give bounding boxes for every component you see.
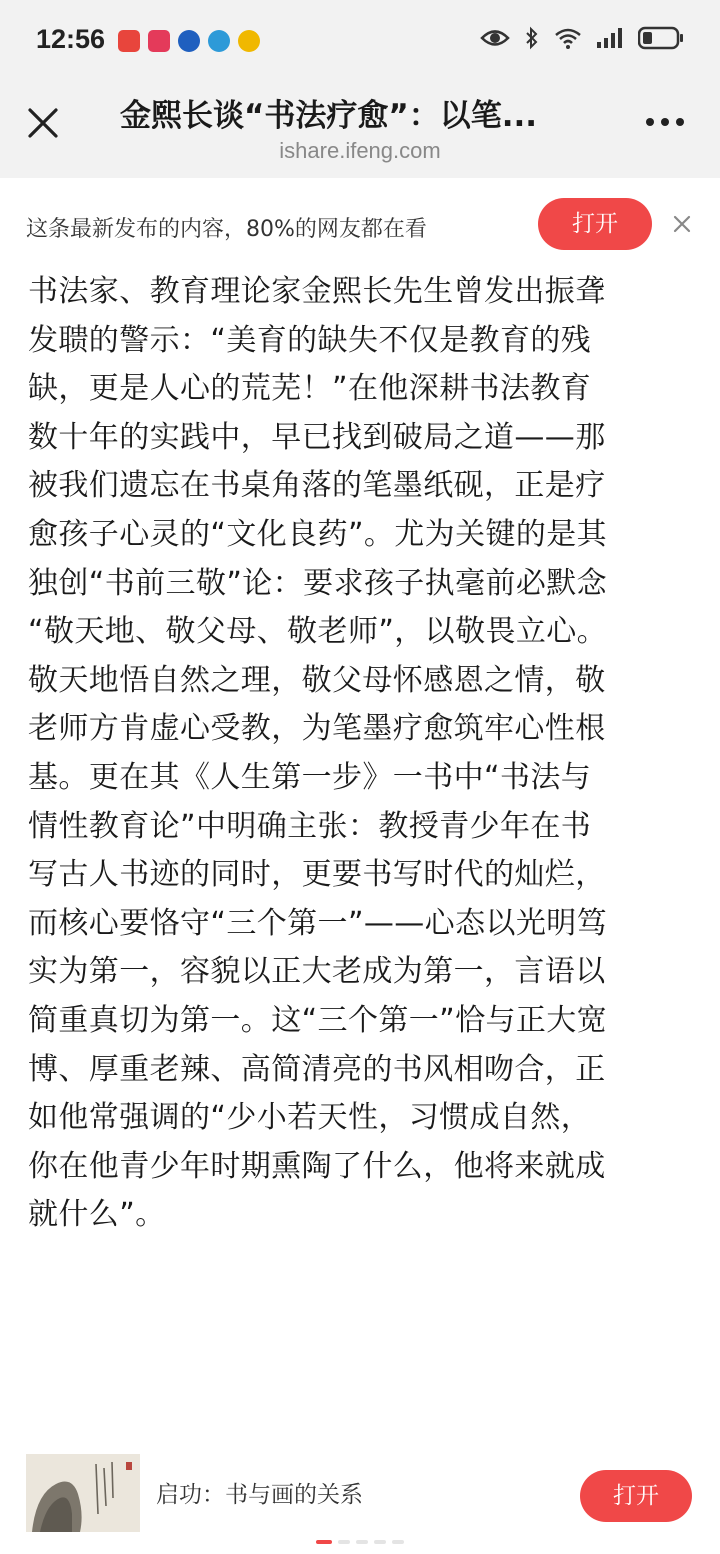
browser-icon bbox=[178, 30, 200, 52]
page-dot bbox=[338, 1540, 350, 1544]
recommend-card[interactable] bbox=[26, 1454, 694, 1536]
recommend-thumbnail bbox=[26, 1454, 140, 1532]
article-line: 发聩的警示：“美育的缺失不仅是教育的残 bbox=[28, 322, 592, 358]
banner-text: 这条最新发布的内容，80%的网友都在看 bbox=[26, 217, 427, 242]
article-line: 实为第一，容貌以正大老成为第一，言语以 bbox=[28, 954, 606, 990]
shop-icon bbox=[148, 30, 170, 52]
mail-icon bbox=[208, 30, 230, 52]
status-time: 12:56 bbox=[36, 24, 106, 54]
article-line: 敬天地悟自然之理，敬父母怀感恩之情，敬 bbox=[28, 662, 606, 698]
article-line: 如他常强调的“少小若天性，习惯成自然， bbox=[28, 1100, 592, 1136]
signal-icon bbox=[596, 27, 624, 49]
article-line: 基。更在其《人生第一步》一书中“书法与 bbox=[28, 759, 592, 795]
page-dot bbox=[316, 1540, 332, 1544]
landscape-painting-icon bbox=[26, 1454, 140, 1532]
article-line: 你在他青少年时期熏陶了什么，他将来就成 bbox=[28, 1148, 606, 1184]
system-icons bbox=[480, 26, 684, 50]
status-bar bbox=[0, 0, 720, 80]
article-line: 数十年的实践中，早已找到破局之道——那 bbox=[28, 419, 606, 455]
article-line: “敬天地、敬父母、敬老师”，以敬畏立心。 bbox=[28, 614, 608, 650]
page-dot bbox=[392, 1540, 404, 1544]
article-line: 愈孩子心灵的“文化良药”。尤为关键的是其 bbox=[28, 516, 608, 552]
article-line: 书法家、教育理论家金熙长先生曾发出振聋 bbox=[28, 274, 606, 309]
more-icon[interactable] bbox=[646, 118, 684, 126]
article-line: 老师方肯虚心受教，为笔墨疗愈筑牢心性根 bbox=[28, 711, 606, 747]
article-line: 而核心要恪守“三个第一”——心态以光明笃 bbox=[28, 905, 608, 941]
article-line: 博、厚重老辣、高简清亮的书风相吻合，正 bbox=[28, 1051, 606, 1087]
article-line: 独创“书前三敬”论：要求孩子执毫前必默念 bbox=[28, 565, 608, 601]
article-line: 简重真切为第一。这“三个第一”恰与正大宽 bbox=[28, 1002, 608, 1038]
promo-banner bbox=[0, 178, 720, 274]
battery-icon bbox=[638, 26, 684, 50]
recommend-open-button[interactable]: 打开 bbox=[580, 1470, 692, 1522]
article-line: 就什么”。 bbox=[28, 1197, 166, 1233]
page-indicator bbox=[0, 1540, 720, 1544]
page-dot bbox=[356, 1540, 368, 1544]
eye-icon bbox=[480, 27, 510, 49]
article-line: 被我们遗忘在书桌角落的笔墨纸砚，正是疗 bbox=[28, 468, 606, 504]
page-dot bbox=[374, 1540, 386, 1544]
article-line: 情性教育论”中明确主张：教授青少年在书 bbox=[28, 808, 592, 844]
banner-underlay bbox=[26, 178, 626, 196]
wifi-icon bbox=[554, 27, 582, 49]
huawei-icon bbox=[118, 30, 140, 52]
bluetooth-icon bbox=[524, 26, 540, 50]
top-bar bbox=[0, 0, 720, 178]
banner-open-button[interactable]: 打开 bbox=[538, 198, 652, 250]
article-line: 缺，更是人心的荒芜！”在他深耕书法教育 bbox=[28, 371, 592, 407]
page-title: 金熙长谈“书法疗愈”：以笔... bbox=[120, 98, 538, 134]
notification-icons bbox=[118, 30, 260, 52]
article-body bbox=[28, 268, 696, 1240]
weibo-icon bbox=[238, 30, 260, 52]
browser-nav bbox=[0, 80, 720, 178]
banner-close-icon[interactable] bbox=[670, 212, 694, 236]
article-line: 写古人书迹的同时，更要书写时代的灿烂， bbox=[28, 857, 606, 893]
page-host: ishare.ifeng.com bbox=[279, 138, 441, 163]
recommend-title: 启功：书与画的关系 bbox=[156, 1482, 363, 1508]
